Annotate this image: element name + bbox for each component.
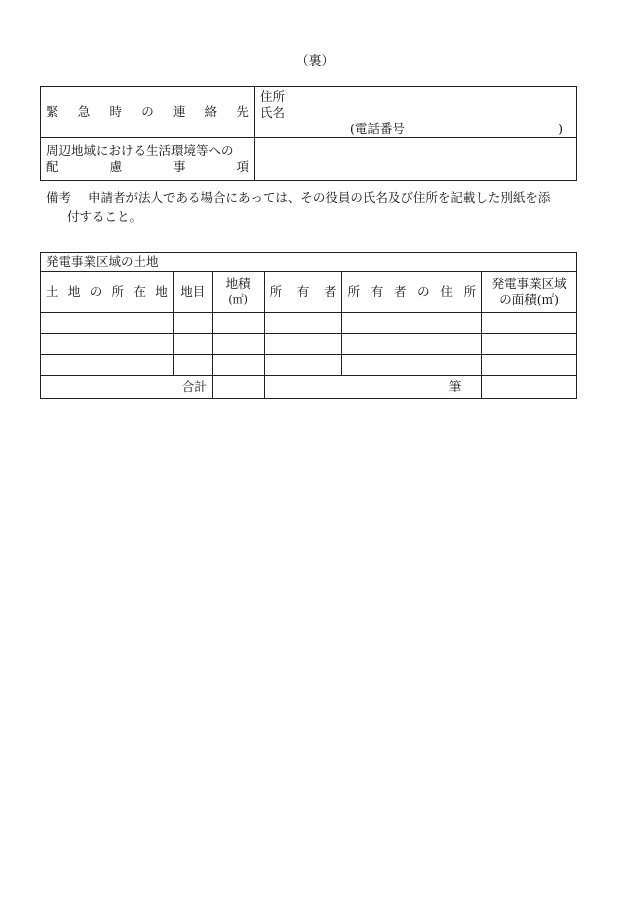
char: 連 (172, 104, 186, 119)
column-header-owner-address (342, 272, 482, 313)
char: 所 (347, 284, 360, 299)
total-label: 合計 (41, 376, 213, 399)
char: の (141, 104, 154, 119)
char: 所 (269, 284, 283, 299)
column-header-location (41, 272, 174, 313)
land-cell-location[interactable] (41, 334, 174, 355)
land-cell-owner[interactable] (264, 355, 342, 376)
land-cell-owner-address[interactable] (342, 355, 482, 376)
land-cell-location[interactable] (41, 355, 174, 376)
char: 者 (323, 284, 337, 299)
land-cell-area[interactable] (212, 355, 264, 376)
char: 配 (46, 159, 59, 174)
remarks-text-line2: 付すること。 (67, 209, 143, 224)
char: 絡 (204, 104, 218, 119)
project-area-header-line2: の面積(㎡) (499, 292, 559, 307)
phone-close-paren: ) (558, 121, 563, 136)
land-cell-owner-address[interactable] (342, 313, 482, 334)
char: 有 (370, 284, 384, 299)
land-section-title-row (41, 253, 577, 272)
emergency-contact-label-text (46, 104, 249, 120)
char: 事 (172, 159, 186, 174)
land-cell-owner-address[interactable] (342, 334, 482, 355)
land-section-title: 発電事業区域の土地 (41, 253, 577, 272)
char: 住 (440, 284, 453, 299)
area-header-line1: 地積 (225, 276, 251, 291)
total-parcels-cell[interactable] (264, 376, 482, 399)
char: 地 (67, 284, 81, 299)
land-cell-owner[interactable] (264, 334, 342, 355)
char: 慮 (109, 159, 122, 174)
column-header-area (212, 272, 264, 313)
land-header-row (41, 272, 577, 313)
remarks-line1 (46, 188, 586, 207)
name-label: 氏名 (260, 105, 286, 120)
remarks-line2 (46, 207, 586, 226)
project-area-header-line1: 発電事業区域 (491, 276, 567, 291)
emergency-contact-label (41, 87, 255, 138)
land-cell-location[interactable] (41, 313, 174, 334)
land-cell-category[interactable] (173, 334, 212, 355)
environment-consideration-field[interactable] (255, 138, 577, 181)
land-cell-area[interactable] (212, 313, 264, 334)
location-header-text (46, 284, 168, 300)
total-area-cell[interactable] (212, 376, 264, 399)
char: 土 (46, 284, 59, 299)
phone-number-field (260, 121, 571, 137)
land-cell-area[interactable] (212, 334, 264, 355)
land-cell-category[interactable] (173, 355, 212, 376)
land-cell-owner[interactable] (264, 313, 342, 334)
owner-address-header-text (347, 284, 476, 300)
parcels-unit: 筆 (448, 379, 462, 394)
land-cell-project-area[interactable] (482, 334, 577, 355)
char: 者 (393, 284, 407, 299)
char: 所 (463, 284, 477, 299)
char: 有 (296, 284, 310, 299)
char: 急 (77, 104, 91, 119)
land-total-row (41, 376, 577, 399)
area-header-line2: (㎡) (228, 293, 248, 306)
remarks-text-line1: 申請者が法人である場合にあっては、その役員の氏名及び住所を記載した別紙を添 (88, 190, 551, 205)
env-label-line1: 周辺地域における生活環境等への (46, 143, 234, 158)
contact-table (40, 86, 577, 181)
total-project-area-cell[interactable] (482, 376, 577, 399)
land-row (41, 355, 577, 376)
land-cell-project-area[interactable] (482, 313, 577, 334)
column-header-category: 地目 (173, 272, 212, 313)
address-label: 住所 (260, 89, 286, 104)
phone-open-label: (電話番号 (350, 121, 405, 136)
land-cell-category[interactable] (173, 313, 212, 334)
column-header-project-area (482, 272, 577, 313)
char: 緊 (46, 104, 59, 119)
char: の (417, 284, 430, 299)
char: 所 (111, 284, 125, 299)
remarks-head: 備考 (46, 190, 72, 205)
char: 時 (109, 104, 122, 119)
char: 先 (236, 104, 249, 119)
char: 項 (236, 159, 249, 174)
land-row (41, 334, 577, 355)
char: 在 (133, 284, 146, 299)
column-header-owner (264, 272, 342, 313)
char: 地 (155, 284, 168, 299)
environment-consideration-row (41, 138, 577, 181)
env-label-line2 (46, 159, 249, 175)
page-heading: （裏） (295, 54, 335, 69)
land-table (40, 252, 577, 399)
owner-header-text (270, 284, 337, 300)
remarks-note (46, 188, 586, 226)
emergency-contact-row (41, 87, 577, 138)
environment-consideration-label (41, 138, 255, 181)
land-row (41, 313, 577, 334)
char: の (89, 284, 103, 299)
land-cell-project-area[interactable] (482, 355, 577, 376)
emergency-contact-field[interactable] (255, 87, 577, 138)
